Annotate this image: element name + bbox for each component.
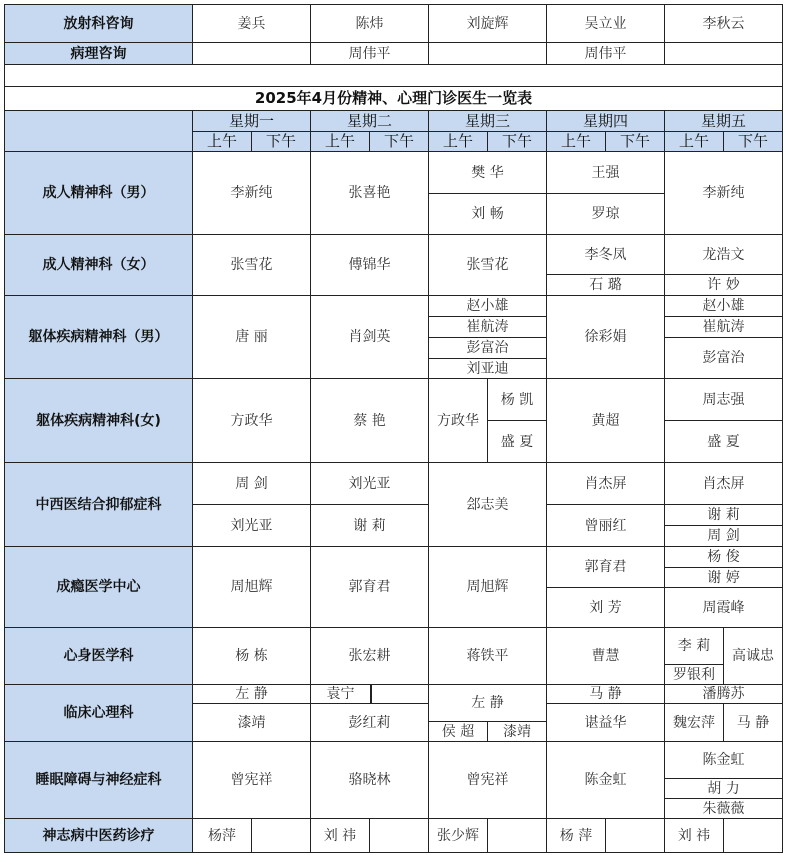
doctor-cell-somatic_male-thu: 徐彩娟	[546, 295, 665, 379]
doctor-cell-adult_female-fri_2: 许 妙	[664, 274, 783, 296]
doctor-cell-sleep-wed: 曾宪祥	[428, 741, 547, 819]
doctor-cell-clinical_psych-wed_1: 左 静	[428, 684, 547, 722]
doctor-cell-tcm-mon_am: 杨萍	[192, 818, 252, 853]
doctor-cell-integrated-mon_2: 刘光亚	[192, 504, 311, 547]
doctor-cell-addiction-thu_1: 郭育君	[546, 546, 665, 588]
weekday-header-4: 星期五	[664, 110, 783, 132]
doctor-cell-addiction-thu_2: 刘 芳	[546, 587, 665, 628]
weekday-header-0: 星期一	[192, 110, 311, 132]
doctor-cell-pathology-tue: 周伟平	[310, 42, 429, 65]
doctor-cell-integrated-fri_3: 周 剑	[664, 525, 783, 547]
doctor-cell-addiction-wed: 周旭辉	[428, 546, 547, 628]
half-day-header-pm-0: 下午	[251, 131, 311, 152]
doctor-cell-clinical_psych-tue_2: 彭红莉	[310, 703, 429, 742]
doctor-cell-adult_male-thu_2: 罗琼	[546, 193, 665, 235]
doctor-cell-adult_female-thu_1: 李冬凤	[546, 234, 665, 275]
doctor-cell-addiction-fri_3: 周霞峰	[664, 587, 783, 628]
department-label-adult_male: 成人精神科（男）	[4, 151, 193, 235]
doctor-cell-adult_male-tue: 张喜艳	[310, 151, 429, 235]
doctor-cell-clinical_psych-tue_am: 袁宁	[310, 684, 371, 704]
half-day-header-pm-2: 下午	[487, 131, 547, 152]
doctor-cell-psychosomatic-tue: 张宏耕	[310, 627, 429, 685]
doctor-cell-tcm-wed_am: 张少辉	[428, 818, 488, 853]
department-label-addiction: 成瘾医学中心	[4, 546, 193, 628]
doctor-cell-somatic_male-fri_1: 赵小雄	[664, 295, 783, 317]
doctor-cell-adult_male-wed_1: 樊 华	[428, 151, 547, 194]
doctor-cell-clinical_psych-wed_am: 侯 超	[428, 721, 488, 742]
doctor-cell-radiology-tue: 陈炜	[310, 4, 429, 43]
header-corner	[4, 110, 193, 152]
doctor-cell-somatic_female-mon: 方政华	[192, 378, 311, 463]
department-label-somatic_male: 躯体疾病精神科（男）	[4, 295, 193, 379]
doctor-cell-integrated-tue_1: 刘光亚	[310, 462, 429, 505]
doctor-cell-integrated-mon_1: 周 剑	[192, 462, 311, 505]
empty-cell-tcm-tue_pm	[369, 818, 429, 853]
half-day-header-pm-3: 下午	[605, 131, 665, 152]
doctor-cell-clinical_psych-tue_pm	[370, 684, 372, 704]
doctor-cell-somatic_female-wed_pm_1: 杨 凯	[487, 378, 547, 421]
doctor-cell-somatic_female-fri_1: 周志强	[664, 378, 783, 421]
doctor-cell-somatic_male-tue: 肖剑英	[310, 295, 429, 379]
department-label-adult_female: 成人精神科（女）	[4, 234, 193, 296]
doctor-cell-clinical_psych-thu_2: 谌益华	[546, 703, 665, 742]
doctor-cell-adult_female-mon: 张雪花	[192, 234, 311, 296]
doctor-cell-sleep-fri_2: 胡 力	[664, 778, 783, 799]
doctor-cell-psychosomatic-fri_am_1: 李 莉	[664, 627, 724, 665]
department-label-pathology: 病理咨询	[4, 42, 193, 65]
doctor-cell-somatic_female-wed_pm_2: 盛 夏	[487, 420, 547, 463]
doctor-cell-addiction-mon: 周旭辉	[192, 546, 311, 628]
doctor-cell-tcm-fri_am: 刘 祎	[664, 818, 724, 853]
doctor-cell-clinical_psych-fri_am: 魏宏萍	[664, 703, 724, 742]
doctor-cell-somatic_male-mon: 唐 丽	[192, 295, 311, 379]
half-day-header-am-0: 上午	[192, 131, 252, 152]
doctor-cell-sleep-fri_1: 陈金虹	[664, 741, 783, 779]
empty-cell-tcm-fri_pm	[723, 818, 783, 853]
doctor-cell-clinical_psych-mon_1: 左 静	[192, 684, 311, 704]
doctor-cell-somatic_male-fri_3: 彭富治	[664, 337, 783, 379]
doctor-cell-pathology-wed	[428, 42, 547, 65]
doctor-cell-integrated-thu_1: 肖杰屏	[546, 462, 665, 505]
weekday-header-3: 星期四	[546, 110, 665, 132]
doctor-cell-clinical_psych-wed_pm: 漆靖	[487, 721, 547, 742]
doctor-cell-somatic_male-wed_1: 赵小雄	[428, 295, 547, 317]
doctor-cell-integrated-wed: 郐志美	[428, 462, 547, 547]
half-day-header-pm-4: 下午	[723, 131, 783, 152]
doctor-cell-adult_male-thu_1: 王强	[546, 151, 665, 194]
department-label-psychosomatic: 心身医学科	[4, 627, 193, 685]
doctor-cell-integrated-thu_2: 曾丽红	[546, 504, 665, 547]
doctor-cell-integrated-tue_2: 谢 莉	[310, 504, 429, 547]
table-title: 2025年4月份精神、心理门诊医生一览表	[4, 86, 783, 111]
doctor-cell-somatic_male-wed_4: 刘亚迪	[428, 358, 547, 379]
doctor-cell-clinical_psych-mon_2: 漆靖	[192, 703, 311, 742]
doctor-cell-tcm-tue_am: 刘 祎	[310, 818, 370, 853]
department-label-radiology: 放射科咨询	[4, 4, 193, 43]
doctor-cell-clinical_psych-fri_pm: 马 静	[723, 703, 783, 742]
doctor-cell-addiction-fri_1: 杨 俊	[664, 546, 783, 568]
doctor-cell-somatic_male-fri_2: 崔航涛	[664, 316, 783, 338]
doctor-cell-radiology-mon: 姜兵	[192, 4, 311, 43]
doctor-cell-integrated-fri_2: 谢 莉	[664, 504, 783, 526]
doctor-cell-pathology-mon	[192, 42, 311, 65]
empty-cell-tcm-mon_pm	[251, 818, 311, 853]
doctor-cell-integrated-fri_1: 肖杰屏	[664, 462, 783, 505]
doctor-cell-sleep-thu: 陈金虹	[546, 741, 665, 819]
doctor-cell-radiology-fri: 李秋云	[664, 4, 783, 43]
doctor-cell-psychosomatic-fri_pm: 高诚忠	[723, 627, 783, 685]
doctor-cell-psychosomatic-mon: 杨 栋	[192, 627, 311, 685]
doctor-cell-radiology-thu: 吴立业	[546, 4, 665, 43]
doctor-cell-clinical_psych-thu_1: 马 静	[546, 684, 665, 704]
doctor-cell-psychosomatic-thu: 曹慧	[546, 627, 665, 685]
doctor-cell-somatic_male-wed_2: 崔航涛	[428, 316, 547, 338]
spacer-row	[4, 64, 783, 87]
doctor-cell-pathology-fri	[664, 42, 783, 65]
doctor-cell-clinical_psych-fri_1: 潘腾苏	[664, 684, 783, 704]
doctor-cell-adult_female-fri_1: 龙浩文	[664, 234, 783, 275]
department-label-integrated: 中西医结合抑郁症科	[4, 462, 193, 547]
doctor-cell-somatic_female-thu: 黄超	[546, 378, 665, 463]
doctor-cell-sleep-mon: 曾宪祥	[192, 741, 311, 819]
empty-cell-tcm-wed_pm	[487, 818, 547, 853]
doctor-cell-somatic_female-fri_2: 盛 夏	[664, 420, 783, 463]
doctor-cell-somatic_female-wed_am: 方政华	[428, 378, 488, 463]
half-day-header-am-1: 上午	[310, 131, 370, 152]
doctor-cell-radiology-wed: 刘旋辉	[428, 4, 547, 43]
empty-cell-tcm-thu_pm	[605, 818, 665, 853]
doctor-cell-addiction-fri_2: 谢 婷	[664, 567, 783, 588]
half-day-header-am-2: 上午	[428, 131, 488, 152]
doctor-cell-adult_male-wed_2: 刘 畅	[428, 193, 547, 235]
weekday-header-1: 星期二	[310, 110, 429, 132]
doctor-cell-adult_female-thu_2: 石 璐	[546, 274, 665, 296]
doctor-cell-adult_male-fri: 李新纯	[664, 151, 783, 235]
doctor-cell-sleep-fri_3: 朱薇薇	[664, 798, 783, 819]
weekday-header-2: 星期三	[428, 110, 547, 132]
doctor-cell-adult_female-wed: 张雪花	[428, 234, 547, 296]
doctor-cell-pathology-thu: 周伟平	[546, 42, 665, 65]
doctor-cell-somatic_female-tue: 蔡 艳	[310, 378, 429, 463]
doctor-cell-adult_male-mon: 李新纯	[192, 151, 311, 235]
doctor-cell-sleep-tue: 骆晓林	[310, 741, 429, 819]
department-label-tcm: 神志病中医药诊疗	[4, 818, 193, 853]
doctor-cell-psychosomatic-fri_am_2: 罗银利	[664, 664, 724, 685]
doctor-cell-adult_female-tue: 傅锦华	[310, 234, 429, 296]
doctor-cell-psychosomatic-wed: 蒋铁平	[428, 627, 547, 685]
doctor-cell-somatic_male-wed_3: 彭富治	[428, 337, 547, 359]
department-label-somatic_female: 躯体疾病精神科(女)	[4, 378, 193, 463]
half-day-header-pm-1: 下午	[369, 131, 429, 152]
doctor-cell-tcm-thu_am: 杨 萍	[546, 818, 606, 853]
department-label-clinical_psych: 临床心理科	[4, 684, 193, 742]
department-label-sleep: 睡眠障碍与神经症科	[4, 741, 193, 819]
half-day-header-am-3: 上午	[546, 131, 606, 152]
doctor-cell-addiction-tue: 郭育君	[310, 546, 429, 628]
half-day-header-am-4: 上午	[664, 131, 724, 152]
